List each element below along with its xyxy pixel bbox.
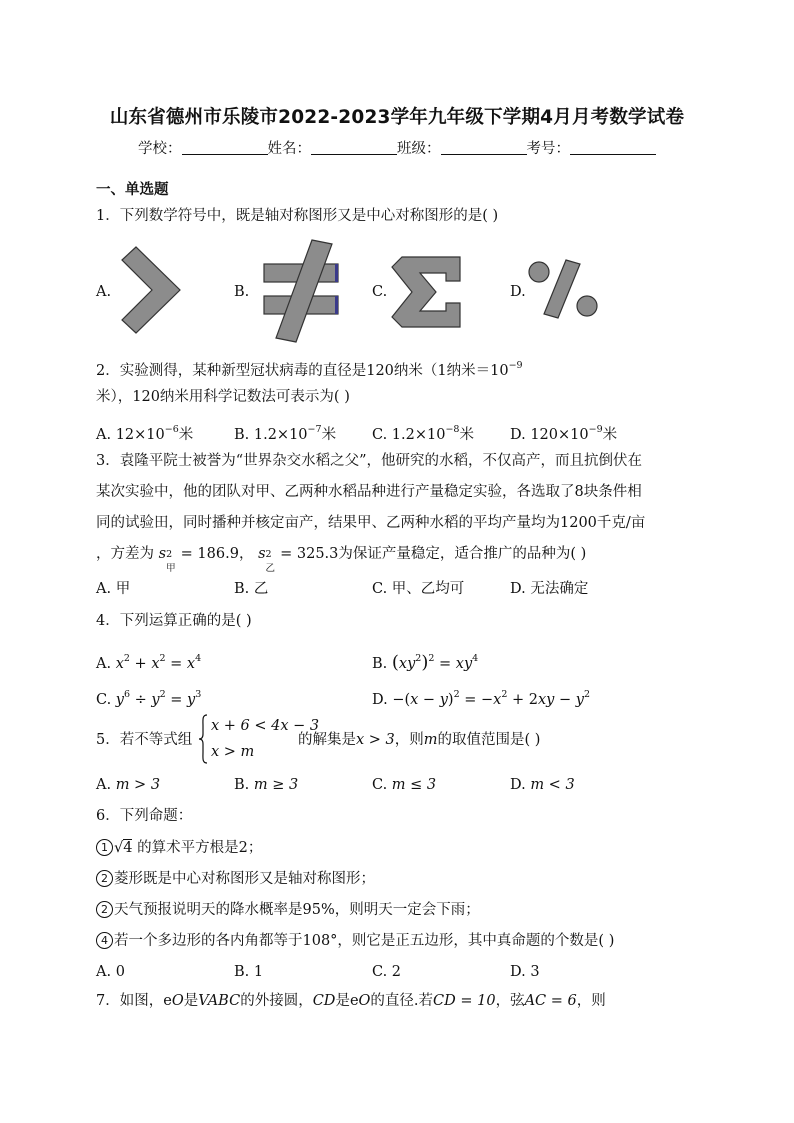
angle-bracket-symbol <box>118 245 184 335</box>
q2-option-d[interactable]: D. $120\times 10^{-9}$米 <box>510 424 618 443</box>
name-blank[interactable] <box>311 154 397 155</box>
q5-option-d[interactable]: D. m < 3 <box>510 777 575 793</box>
q3-line4: ，方差为 s 2 甲 = 186.9， s 2 乙 = 325.3为保证产量稳定，适合推广的品种为( ) <box>96 546 587 574</box>
section-heading: 一、单选题 <box>96 182 169 198</box>
q4-stem: 4．下列运算正确的是( ) <box>96 613 252 629</box>
q2-option-b[interactable]: B. $1.2\times 10^{-7}$米 <box>234 424 337 443</box>
q5-stem-prefix: 5．若不等式组 <box>96 732 193 748</box>
sigma-symbol <box>390 255 462 329</box>
q4-option-d[interactable]: D. $-(x - y)^2 = -x^2 + 2xy - y^2$ <box>372 689 590 708</box>
q6-statement-3: 2 天气预报说明天的降水概率是95%，则明天一定会下雨； <box>96 901 480 919</box>
q6-option-b[interactable]: B. 1 <box>234 964 264 980</box>
q2-option-a[interactable]: A. $12\times 10^{-6}$米 <box>96 424 194 443</box>
q6-stem: 6．下列命题： <box>96 808 193 824</box>
q3-line3: 同的试验田，同时播种并核定亩产，结果甲、乙两种水稻的平均产量均为1200千克/亩 <box>96 515 646 531</box>
q1-option-b[interactable]: B. <box>234 284 250 300</box>
q3-option-a[interactable]: A. 甲 <box>96 581 131 597</box>
class-label: 班级： <box>397 141 441 157</box>
q3-line2: 某次实验中，他的团队对甲、乙两种水稻品种进行产量稳定实验，各选取了8块条件相 <box>96 484 642 500</box>
q1-option-d[interactable]: D. <box>510 284 526 300</box>
q5-option-c[interactable]: C. m ≤ 3 <box>372 777 437 793</box>
q6-statement-1: 1 √4 的算术平方根是2； <box>96 839 262 857</box>
q3-option-d[interactable]: D. 无法确定 <box>510 581 589 597</box>
q6-statement-2: 2 菱形既是中心对称图形又是轴对称图形； <box>96 870 375 888</box>
q5-option-a[interactable]: A. m > 3 <box>96 777 161 793</box>
system-brace <box>198 714 208 764</box>
q2-stem-line1: 2．实验测得，某种新型冠状病毒的直径是120纳米（1纳米$=10^{-9}$ <box>96 360 523 379</box>
school-label: 学校： <box>138 141 182 157</box>
name-label: 姓名： <box>267 141 311 157</box>
q3-option-b[interactable]: B. 乙 <box>234 581 269 597</box>
q4-option-b[interactable]: B. $(xy^2)^2 = xy^4$ <box>372 652 479 673</box>
q5-inequality-2: x > m <box>211 744 255 760</box>
q4-option-c[interactable]: C. $y^6 \div y^2 = y^3$ <box>96 689 202 708</box>
school-blank[interactable] <box>182 154 268 155</box>
q2-option-c[interactable]: C. $1.2\times 10^{-8}$米 <box>372 424 474 443</box>
q6-statement-4: 4 若一个多边形的各内角都等于108°，则它是正五边形，其中真命题的个数是( ) <box>96 932 614 950</box>
q2-stem-line2: 米），120纳米用科学记数法可表示为( ) <box>96 389 350 405</box>
q1-option-a[interactable]: A. <box>96 284 112 300</box>
q6-option-a[interactable]: A. 0 <box>96 964 125 980</box>
q1-option-c[interactable]: C. <box>372 284 388 300</box>
q3-line1: 3．袁隆平院士被誉为“世界杂交水稻之父”，他研究的水稻，不仅高产，而且抗倒伏在 <box>96 453 643 469</box>
percent-symbol <box>526 258 602 320</box>
q7-stem: 7．如图，eO是VABC的外接圆，CD是eO的直径.若CD = 10，弦AC = 6，则 <box>96 993 606 1009</box>
number-blank[interactable] <box>570 154 656 155</box>
class-blank[interactable] <box>441 154 527 155</box>
exam-title: 山东省德州市乐陵市2022-2023学年九年级下学期4月月考数学试卷 <box>109 107 685 128</box>
number-label: 考号： <box>526 141 570 157</box>
q5-option-b[interactable]: B. m ≥ 3 <box>234 777 299 793</box>
q4-option-a[interactable]: A. $x^2 + x^2 = x^4$ <box>96 653 202 672</box>
q6-option-c[interactable]: C. 2 <box>372 964 402 980</box>
q5-inequality-1: x + 6 < 4x − 3 <box>211 718 320 734</box>
q1-stem: 1．下列数学符号中，既是轴对称图形又是中心对称图形的是( ) <box>96 208 499 224</box>
not-equal-symbol <box>262 238 342 346</box>
q3-option-c[interactable]: C. 甲、乙均可 <box>372 581 465 597</box>
q5-stem-rest: 的解集是x > 3，则m的取值范围是( ) <box>298 732 541 748</box>
q6-option-d[interactable]: D. 3 <box>510 964 540 980</box>
student-info-line <box>0 137 794 158</box>
